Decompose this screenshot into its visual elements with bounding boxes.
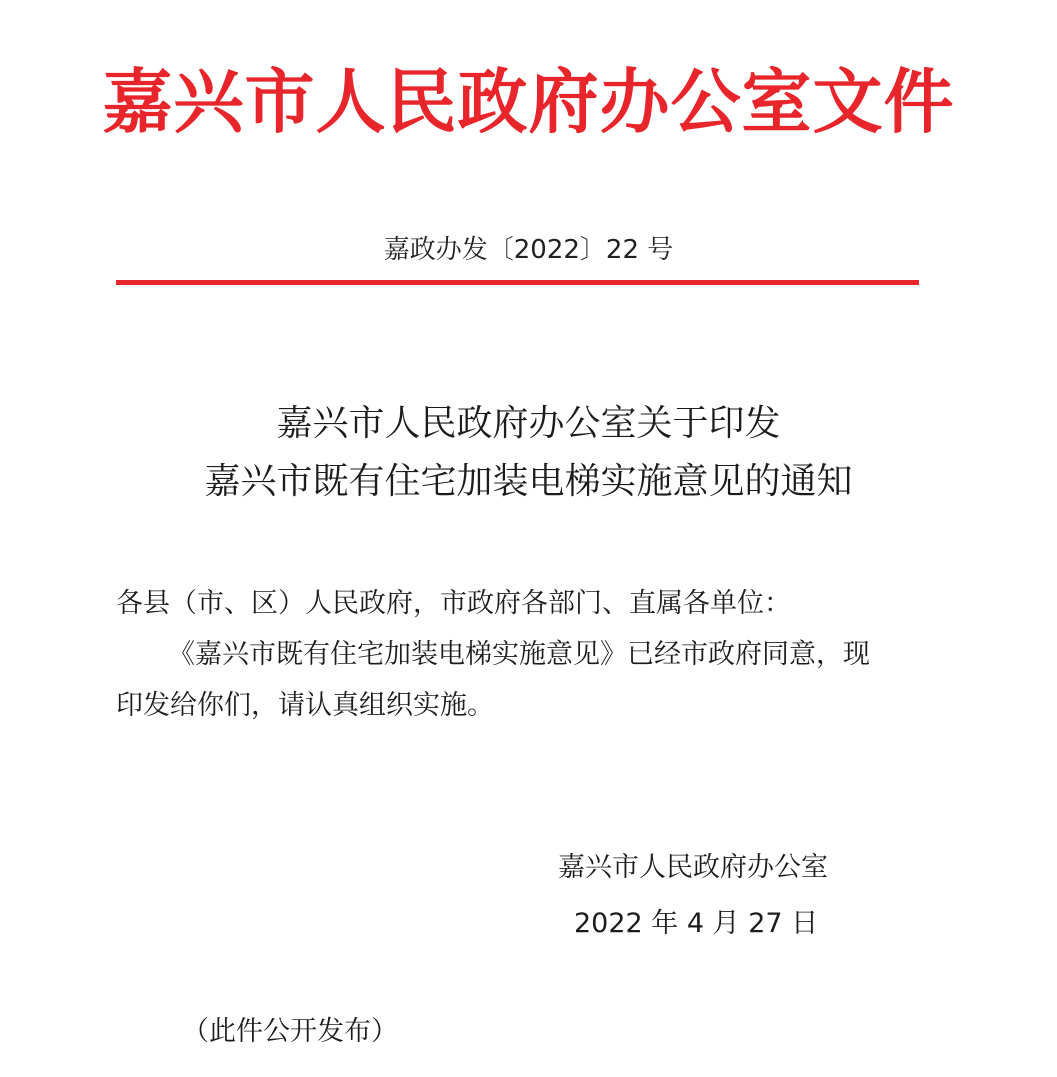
issuer-signature: 嘉兴市人民政府办公室 — [558, 852, 828, 883]
notice-title-line-1: 嘉兴市人民政府办公室关于印发 — [276, 403, 781, 444]
issue-date: 2022 年 4 月 27 日 — [574, 908, 819, 939]
public-release-note: （此件公开发布） — [182, 1016, 398, 1047]
document-header-title: 嘉兴市人民政府办公室文件 — [102, 61, 955, 143]
body-paragraph-line-1: 《嘉兴市既有住宅加装电梯实施意见》已经市政府同意，现 — [168, 639, 870, 670]
body-paragraph-line-2: 印发给你们，请认真组织实施。 — [116, 690, 494, 721]
notice-title — [0, 395, 1057, 511]
addressee-line: 各县（市、区）人民政府，市政府各部门、直属各单位： — [116, 588, 791, 619]
notice-title-line-2: 嘉兴市既有住宅加装电梯实施意见的通知 — [204, 461, 853, 502]
notice-body — [116, 578, 926, 731]
document-number: 嘉政办发〔2022〕22 号 — [383, 235, 674, 265]
red-divider-line — [116, 280, 919, 285]
